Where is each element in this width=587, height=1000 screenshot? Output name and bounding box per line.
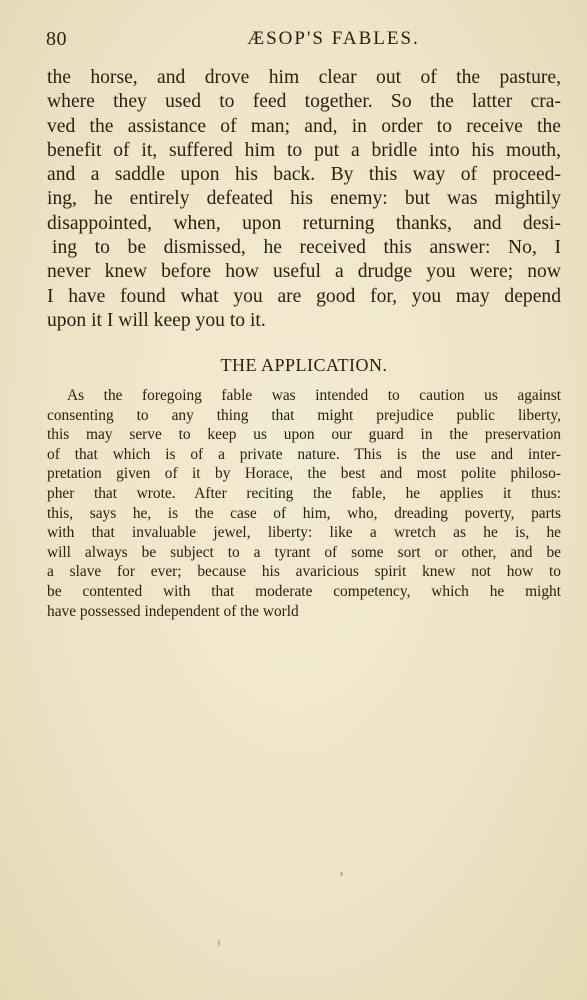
fable-line: disappointed, when, upon returning thanks, and desi-	[47, 212, 561, 234]
running-head: ÆSOP'S FABLES.	[247, 28, 420, 49]
fable-line: ing, he entirely defeated his enemy: but was mightily	[47, 188, 561, 210]
application-line: have possessed independent of the world	[47, 602, 299, 620]
application-heading: THE APPLICATION.	[220, 355, 388, 375]
page-header	[46, 28, 561, 52]
fable-line: I have found what you are good for, you may depend	[47, 285, 561, 307]
application-line: pretation given of it by Horace, the best and most polite philoso-	[47, 465, 561, 483]
application-line: As the foregoing fable was intended to caution us against	[67, 387, 561, 404]
fable-line: never knew before how useful a drudge you were; now	[47, 261, 561, 283]
fable-line: upon it I will keep you to it.	[47, 309, 266, 331]
fable-text	[47, 66, 561, 333]
fable-line: ved the assistance of man; and, in order to receive the	[47, 115, 561, 137]
application-line: with that invaluable jewel, liberty: like a wretch as he is, he	[47, 524, 561, 542]
application-line: this, says he, is the case of him, who, dreading poverty, parts	[47, 504, 561, 522]
paper-speck	[340, 872, 343, 876]
application-line: of that which is of a private nature. This is the use and inter-	[47, 445, 561, 463]
fable-line: benefit of it, suffered him to put a bridle into his mouth,	[47, 139, 561, 161]
fable-line: where they used to feed together. So the latter cra-	[47, 91, 561, 113]
application-line: consenting to any thing that might prejudice public liberty,	[47, 406, 561, 424]
application-line: this may serve to keep us upon our guard in the preservation	[47, 426, 561, 444]
application-line: pher that wrote. After reciting the fable, he applies it thus:	[47, 484, 561, 502]
application-line: will always be subject to a tyrant of some sort or other, and be	[47, 543, 561, 561]
application-line: a slave for ever; because his avaricious spirit knew not how to	[47, 563, 561, 581]
application-text	[47, 386, 561, 621]
application-line: be contented with that moderate competency, which he might	[47, 582, 561, 600]
fable-line: and a saddle upon his back. By this way of proceed-	[47, 164, 561, 186]
paper-speck	[218, 940, 220, 946]
fable-line: the horse, and drove him clear out of the pasture,	[47, 67, 561, 88]
page-number: 80	[46, 28, 67, 50]
fable-line: ing to be dismissed, he received this answer: No, I	[52, 237, 561, 259]
